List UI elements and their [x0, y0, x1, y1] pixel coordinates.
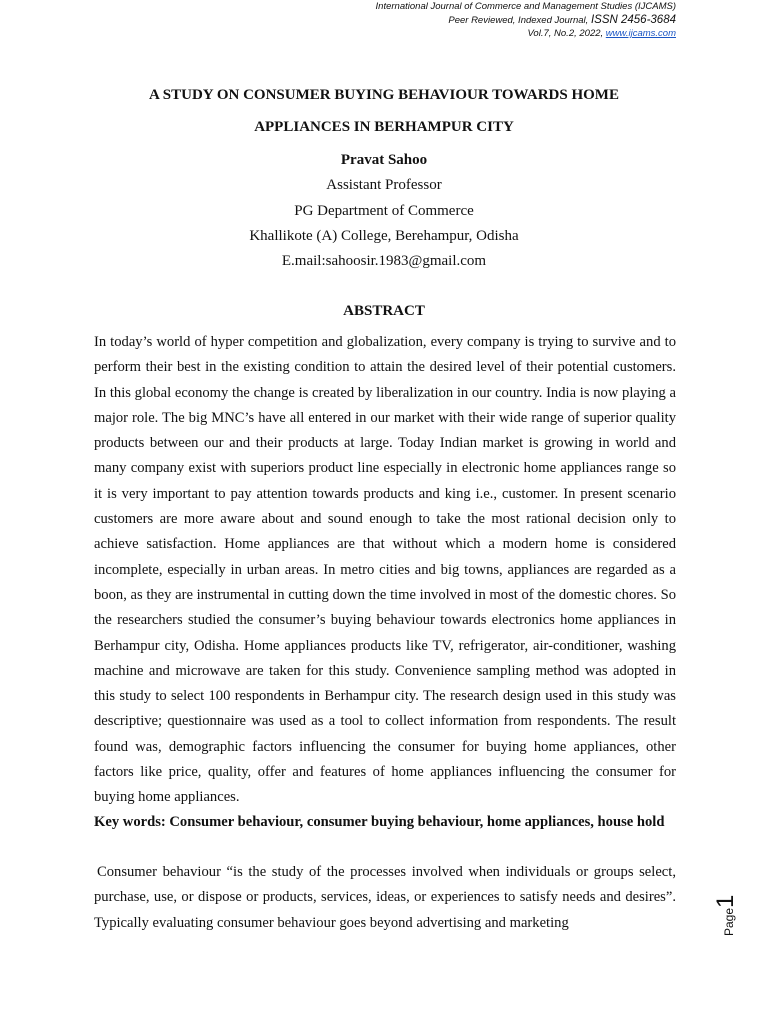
- keywords: Key words: Consumer behaviour, consumer buying behaviour, home appliances, house hold: [94, 814, 665, 830]
- abstract-heading: ABSTRACT: [343, 303, 425, 319]
- journal-url-link[interactable]: www.ijcams.com: [605, 28, 676, 39]
- author-department: PG Department of Commerce: [294, 203, 474, 219]
- journal-name: International Journal of Commerce and Management Studies (IJCAMS): [375, 1, 676, 12]
- author-college: Khallikote (A) College, Berehampur, Odisha: [249, 228, 519, 244]
- journal-header: [376, 0, 676, 41]
- author-designation: Assistant Professor: [326, 177, 442, 193]
- abstract-body: In today’s world of hyper competition and globalization, every company is trying to survive and to perform their best in the existing condition to attain the desired level of their potential customers. In this global economy the change is created by liberalization in our country. India is now playing a major role. The big MNC’s have all entered in our market with their wide range of superior quality products between our and their products at large. Today Indian market is growing in world and many company exist with superiors product line especially in electronic home appliances range so it is very important to pay attention towards products and king i.e., customer. In present scenario customers are more aware about and sound enough to take the most rational decision only to achieve satisfaction. Home appliances are that without which a modern home is considered incomplete, especially in urban areas. In metro cities and big towns, appliances are regarded as a boon, as they are instrumental in cutting down the time involved in most of the domestic chores. So the researchers studied the consumer’s buying behaviour towards electronics home appliances in Berhampur city, Odisha. Home appliances products like TV, refrigerator, air-conditioner, washing machine and microwave are taken for this study. Convenience sampling method was adopted in this study to select 100 respondents in Berhampur city. The research design used in this study was descriptive; questionnaire was used as a tool to collect information from respondents. The result found was, demographic factors influencing the consumer for buying home appliances, other factors like price, quality, offer and features of home appliances influencing the consumer for buying home appliances.: [94, 334, 676, 806]
- journal-volume-line: [376, 27, 676, 41]
- page-number-value: 1: [712, 894, 739, 908]
- author-name: Pravat Sahoo: [340, 152, 428, 168]
- review-text: Peer Reviewed, Indexed Journal,: [448, 14, 591, 26]
- paper-title-line-2: APPLIANCES IN BERHAMPUR CITY: [254, 119, 514, 135]
- page-label: Page: [722, 907, 736, 936]
- volume-text: Vol.7, No.2, 2022,: [527, 28, 606, 39]
- intro-paragraph: Consumer behaviour “is the study of the processes involved when individuals or groups select, purchase, use, or dispose or products, services, ideas, or experiences to satisfy needs and desires”. Typically evaluating consumer behaviour goes beyond advertising and marketing: [94, 864, 676, 931]
- issn-text: ISSN 2456-3684: [590, 13, 676, 26]
- page-number: [712, 888, 760, 936]
- author-email: E.mail:sahoosir.1983@gmail.com: [281, 253, 487, 269]
- paper-title-line-1: A STUDY ON CONSUMER BUYING BEHAVIOUR TOWARDS HOME: [149, 87, 619, 103]
- journal-review-line: [376, 14, 676, 28]
